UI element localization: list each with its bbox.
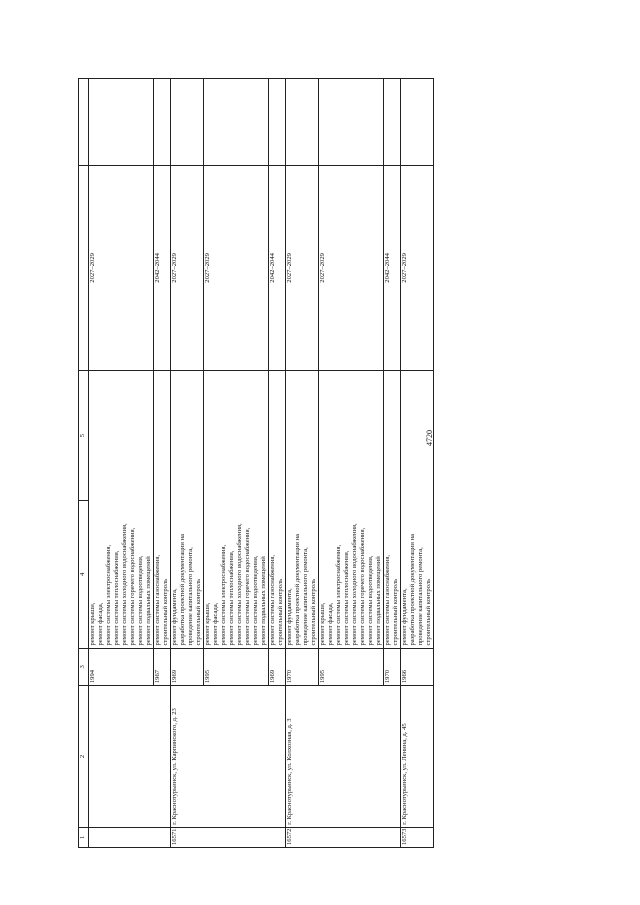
year-cell: 1970 [384,648,401,686]
empty-cell [286,79,319,166]
rotated-table-frame [78,78,575,848]
works-list [204,371,269,649]
work-item: ремонт системы горячего водоснабжения, [129,527,136,646]
work-item: строительный контроль [162,578,169,646]
work-item: ремонт подвальных помещений [145,556,152,646]
column-number: 4 [79,501,89,648]
building-address: г. Краснотурьинск, ул. Ленина, д. 45 [401,686,434,828]
column-empty [79,79,89,166]
works-list [384,371,401,649]
column-number: 1 [79,827,89,847]
works-list [171,371,204,649]
work-item: ремонт системы водоотведения, [252,555,259,646]
work-item: ремонт системы теплоснабжения, [113,550,120,646]
work-item: ремонт фасада, [212,602,219,646]
year-cell: 1969 [171,648,204,686]
work-item: ремонт системы горячего водоснабжения, [244,527,251,646]
work-item: ремонт системы водоотведения, [367,555,374,646]
work-item: строительный контроль [392,578,399,646]
period-cell: 2027–2029 [204,165,269,370]
work-item: ремонт системы электроснабжения, [335,544,342,646]
empty-cell [384,79,401,166]
work-item: проведение капитального ремонта, [187,547,194,646]
column-number: 2 [79,686,89,828]
work-item: ремонт системы газоснабжения, [269,554,276,646]
period-cell: 2027–2029 [171,165,204,370]
table-row [286,79,319,848]
work-item: ремонт крыши, [319,602,326,646]
work-item: ремонт системы холодного водоснабжения, [351,523,358,646]
work-item: проведение капитального ремонта, [417,547,424,646]
year-cell: 1995 [204,648,269,686]
work-item: ремонт крыши, [204,602,211,646]
building-address: г. Краснотурьинск, ул. Карпинского, д. 23 [171,686,286,828]
work-item: ремонт системы водоотведения, [137,555,144,646]
work-item: ремонт фундамента, [401,588,408,646]
work-item: ремонт системы холодного водоснабжения, [236,523,243,646]
work-item: ремонт системы теплоснабжения, [343,550,350,646]
work-item: ремонт подвальных помещений [260,556,267,646]
empty-cell [89,79,154,166]
work-item: строительный контроль [195,578,202,646]
work-item: проведение капитального ремонта, [302,547,309,646]
row-number [89,827,171,847]
works-list [286,371,319,649]
work-item: ремонт подвальных помещений [375,556,382,646]
works-list [319,371,384,649]
period-cell: 2042–2044 [269,165,286,370]
year-cell: 1970 [286,648,319,686]
row-number: 16572. [286,827,401,847]
work-item: ремонт фундамента, [286,588,293,646]
table-row [171,79,204,848]
work-item: ремонт фундамента, [171,588,178,646]
period-cell: 2027–2029 [286,165,319,370]
row-number: 16573. [401,827,434,847]
period-cell: 2042–2044 [154,165,171,370]
year-cell: 1969 [269,648,286,686]
work-item: строительный контроль [425,578,432,646]
year-cell: 1967 [154,648,171,686]
table-row [89,79,154,848]
period-cell: 2027–2029 [401,165,434,370]
building-address: г. Краснотурьинск, ул. Колхозная, д. 3 [286,686,401,828]
work-item: разработка проектной документации на [409,534,416,646]
work-item: строительный контроль [277,578,284,646]
page-number: 4720 [425,430,434,446]
work-item: разработка проектной документации на [179,534,186,646]
work-item: разработка проектной документации на [294,534,301,646]
works-list [154,371,171,649]
column-empty [79,165,89,370]
row-number: 16571. [171,827,286,847]
work-item: ремонт системы электроснабжения, [105,544,112,646]
work-item: ремонт системы холодного водоснабжения, [121,523,128,646]
year-cell: 1995 [319,648,384,686]
period-cell: 2027–2029 [319,165,384,370]
column-number: 3 [79,648,89,686]
works-list [401,371,434,649]
empty-cell [269,79,286,166]
empty-cell [319,79,384,166]
repair-schedule-table [78,78,434,848]
period-cell: 2027–2029 [89,165,154,370]
works-list [269,371,286,649]
work-item: строительный контроль [310,578,317,646]
work-item: ремонт системы теплоснабжения, [228,550,235,646]
empty-cell [401,79,434,166]
column-number-row [79,79,89,848]
empty-cell [204,79,269,166]
work-item: ремонт системы газоснабжения, [154,554,161,646]
table-row [401,79,434,848]
work-item: ремонт системы электроснабжения, [220,544,227,646]
building-address [89,686,171,828]
year-cell: 1966 [401,648,434,686]
work-item: ремонт системы горячего водоснабжения, [359,527,366,646]
year-cell: 1994 [89,648,154,686]
work-item: ремонт крыши, [89,602,96,646]
empty-cell [154,79,171,166]
work-item: ремонт фасада, [327,602,334,646]
period-cell: 2042–2044 [384,165,401,370]
work-item: ремонт фасада, [97,602,104,646]
works-list [89,371,154,649]
work-item: ремонт системы газоснабжения, [384,554,391,646]
empty-cell [171,79,204,166]
column-number: 5 [79,371,89,501]
